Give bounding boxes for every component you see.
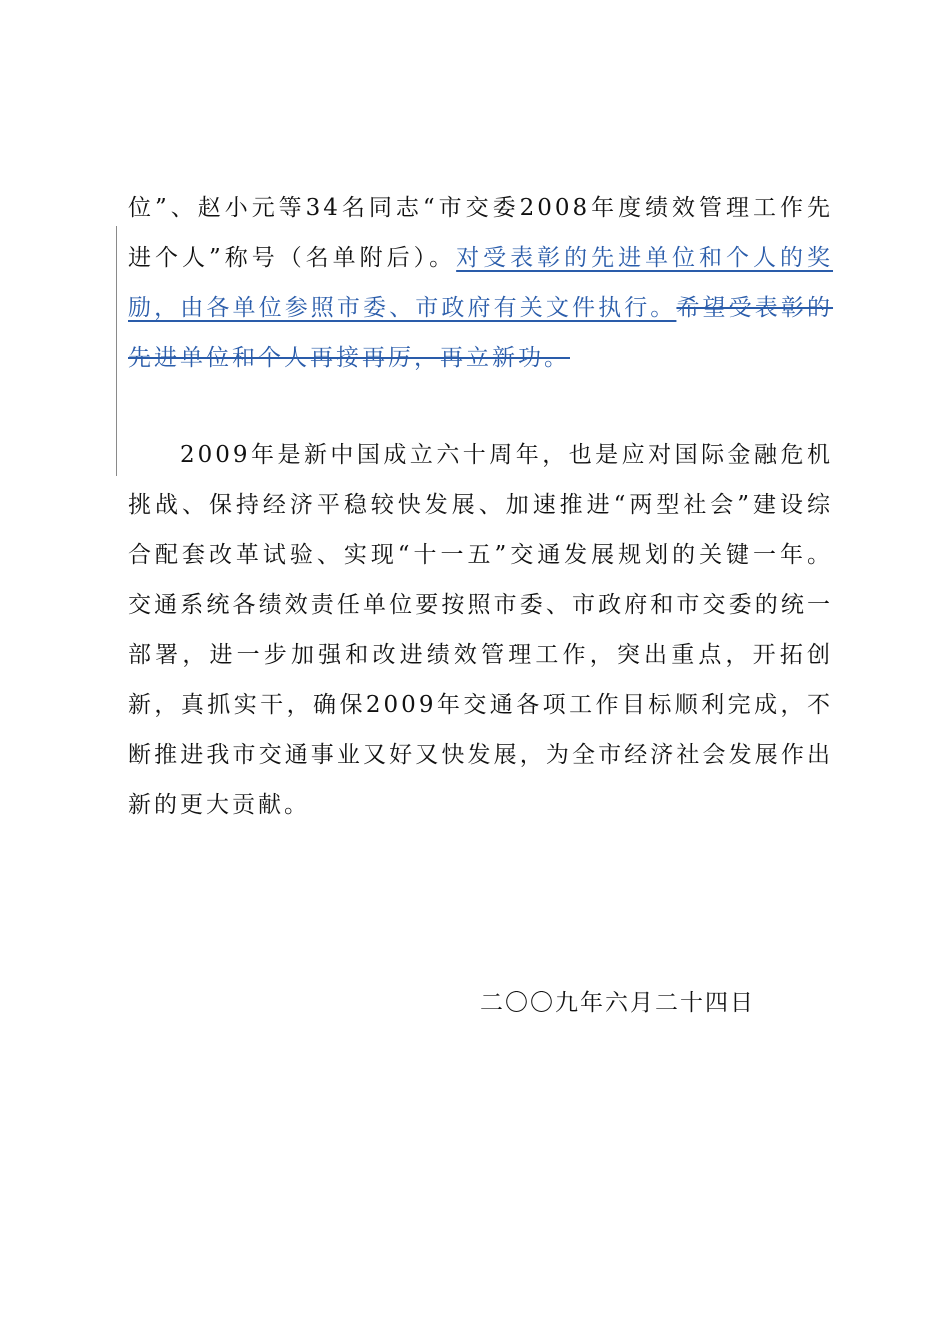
- document-date: 二〇〇九年六月二十四日: [480, 990, 755, 1016]
- paragraph-commendation: [128, 183, 833, 383]
- tracked-deletion: 希望受表彰的先进单位和个人再接再厉，再立新功。: [128, 295, 834, 371]
- paragraph-2009-outlook: 2009年是新中国成立六十周年，也是应对国际金融危机挑战、保持经济平稳较快发展、加速推进“两型社会”建设综合配套改革试验、实现“十一五”交通发展规划的关键一年。交通系统各绩效责任单位要按照市委、市政府和市交委的统一部署，进一步加强和改进绩效管理工作，突出重点，开拓创新，真抓实干，确保2009年交通各项工作目标顺利完成，不断推进我市交通事业又好又快发展，为全市经济社会发展作出新的更大贡献。: [128, 442, 833, 818]
- paragraph-text: 位”、赵小元等34名同志“市交委2008年度绩效管理工作先进个人”称号（名单附后）。: [128, 195, 833, 271]
- revision-change-bar: [116, 226, 117, 476]
- tracked-insertion: 对受表彰的先进单位和个人的奖励，由各单位参照市委、市政府有关文件执行。: [128, 245, 834, 321]
